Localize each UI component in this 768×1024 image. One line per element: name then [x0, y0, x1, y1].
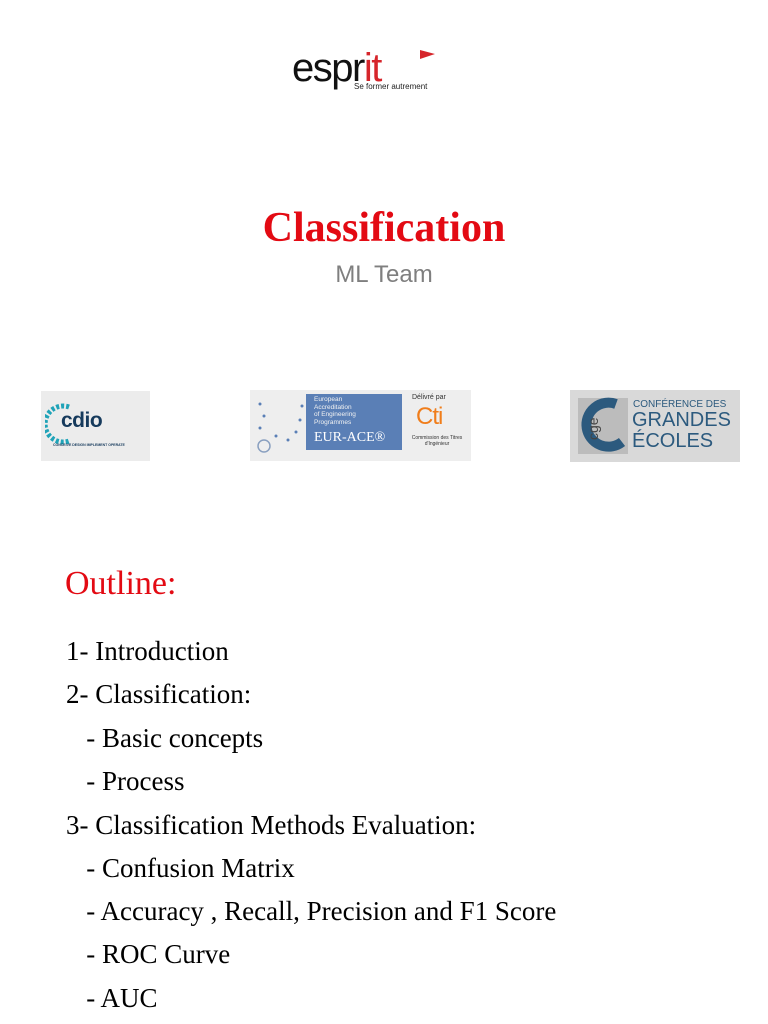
outline-heading: Outline: — [65, 565, 177, 602]
cge-line-3: ÉCOLES — [632, 430, 714, 452]
cge-line-2: GRANDES — [632, 409, 731, 431]
outline-item: - AUC — [66, 983, 158, 1013]
esprit-logo — [292, 44, 442, 96]
svg-text:cge: cge — [585, 417, 601, 440]
esprit-wordmark: esprit — [292, 46, 381, 90]
cge-logo — [570, 390, 740, 462]
flag-icon — [420, 50, 436, 64]
outline-item: 1- Introduction — [66, 636, 229, 666]
page-title: Classification — [262, 205, 506, 251]
cdio-tagline: CONCEIVE DESIGN IMPLEMENT OPERATE — [53, 443, 125, 447]
cge-line-1: CONFÉRENCE DES — [633, 399, 727, 410]
cge-emblem-icon — [576, 396, 630, 456]
cti-wordmark: Cti — [416, 403, 443, 430]
cdio-logo — [41, 391, 150, 461]
eur-ace-name: EUR-ACE® — [314, 430, 386, 445]
outline-item: - ROC Curve — [66, 939, 231, 969]
stars-icon — [250, 390, 306, 461]
outline-item: - Confusion Matrix — [66, 853, 295, 883]
outline-item: 3- Classification Methods Evaluation: — [66, 810, 477, 840]
delivered-by-label: Délivré par — [412, 394, 446, 401]
outline-item: - Accuracy , Recall, Precision and F1 Score — [66, 896, 557, 926]
cdio-wordmark: cdio — [61, 409, 103, 432]
cti-commission: Commission des Titres d'Ingénieur — [411, 435, 463, 447]
eur-ace-logo — [250, 390, 471, 461]
page-subtitle: ML Team — [335, 261, 433, 288]
outline-item: - Basic concepts — [66, 723, 264, 753]
eur-ace-lines: European Accreditation of Engineering Programmes — [314, 396, 356, 426]
outline-item: - Process — [66, 766, 185, 796]
esprit-tagline: Se former autrement — [354, 82, 428, 91]
outline-item: 2- Classification: — [66, 679, 252, 709]
